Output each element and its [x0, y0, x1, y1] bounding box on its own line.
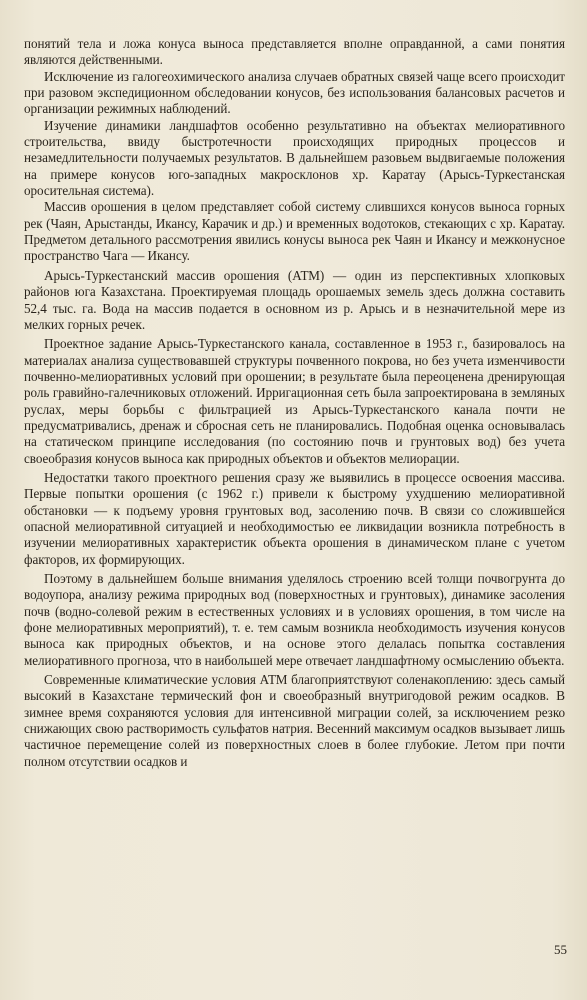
- paragraph-4: Массив орошения в целом представляет собой систему слившихся конусов выноса горных рек (Чаян, Арыстанды, Икансу, Карачик и др.) и временных водотоков, стекающих с хр. Каратау. Предметом детального рассмотрения явились конусы выноса рек Чаян и Икансу и межконусное пространство Чага — Икансу.: [24, 199, 565, 264]
- paragraph-8: Поэтому в дальнейшем больше внимания уделялось строению всей толщи почвогрунта до водоупора, анализу режима природных вод (поверхностных и грунтовых), динамике засоления почв (водно-солевой режим в естественных условиях и в условиях орошения, в том числе на фоне мелиоративных мероприятий), т. е. тем самым возникла необходимость изучения конусов выноса как природных объектов, и на основе этого делалась попытка составления мелиоративного прогноза, что в наибольшей мере отвечает ландшафтному осмыслению объекта.: [24, 571, 565, 668]
- paragraph-2: Исключение из галогеохимического анализа случаев обратных связей чаще всего происходит при разовом экспедиционном обследовании конусов, без использования балансовых расчетов и организации режимных наблюдений.: [24, 68, 565, 117]
- page-number: 55: [554, 942, 567, 957]
- body-text: [24, 36, 565, 770]
- paragraph-5: Арысь-Туркестанский массив орошения (АТМ) — один из перспективных хлопковых районов юга Казахстана. Проектируемая площадь орошаемых земель здесь должна составить 52,4 тыс. га. Вода на массив подается в основном из р. Арысь и в незначительной мере из мелких горных речек.: [24, 267, 565, 332]
- paragraph-9: Современные климатические условия АТМ благоприятствуют соленакоплению: здесь самый высокий в Казахстане термический фон и своеобразный внутригодовой режим осадков. В зимнее время сохраняются условия для интенсивной миграции солей, за исключением резко снижающих свою растворимость сульфатов натрия. Весенний максимум осадков вызывает лишь частичное перемещение солей из поверхностных слоев в более глубокие. Летом при почти полном отсутствии осадков и: [24, 672, 565, 769]
- paragraph-1: понятий тела и ложа конуса выноса представляется вполне оправданной, а сами понятия являются действенными.: [24, 36, 565, 68]
- paragraph-6: Проектное задание Арысь-Туркестанского канала, составленное в 1953 г., базировалось на материалах анализа существовавшей структуры почвенного покрова, но без учета изменчивости почвенно-мелиоративных условий при орошении; в результате была переоценена дренирующая роль гравийно-галечниковых отложений. Ирригационная сеть была запроектирована в земляных руслах, меры борьбы с фильтрацией из Арысь-Туркестанского канала почти не предусматривались, дренаж и сбросная сеть не планировались. Подобная оценка основывалась на статическом принципе исследования (по состоянию почв и грунтовых вод) без учета своеобразия конусов выноса как природных объектов и объектов мелиорации.: [24, 336, 565, 466]
- paragraph-3: Изучение динамики ландшафтов особенно результативно на объектах мелиоративного строительства, ввиду быстротечности происходящих природных процессов и незамедлительности получаемых результатов. В дальнейшем разовьем выдвигаемые положения на примере конусов юго-западных макросклонов хр. Каратау (Арысь-Туркестанская оросительная система).: [24, 117, 565, 199]
- paragraph-7: Недостатки такого проектного решения сразу же выявились в процессе освоения массива. Первые попытки орошения (с 1962 г.) привели к быстрому ухудшению мелиоративной обстановки — к подъему уровня грунтовых вод, засолению почв. В связи со сложившейся опасной мелиоративной ситуацией и необходимостью ее ликвидации возникла потребность в изучении мелиоративных характеристик объекта орошения в динамическом плане с учетом факторов, их формирующих.: [24, 469, 565, 567]
